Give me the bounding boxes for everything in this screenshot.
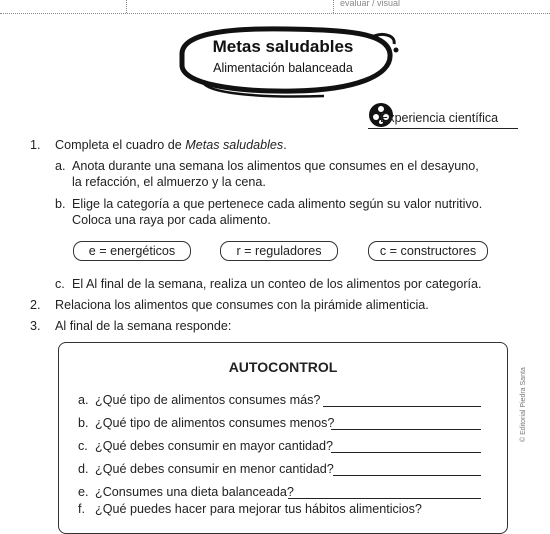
question-text: ¿Qué puedes hacer para mejorar tus hábitos alimenticios?: [95, 502, 422, 516]
page-title: Metas saludables: [212, 37, 354, 56]
question-text: ¿Qué tipo de alimentos consumes más?: [95, 393, 321, 407]
copyright-text: © Editorial Piedra Santa: [520, 367, 527, 442]
question-text: ¿Consumes una dieta balanceada?: [95, 485, 294, 499]
question-letter: e.: [78, 485, 89, 499]
answer-line[interactable]: [333, 475, 481, 476]
question-letter: b.: [78, 416, 89, 430]
question-letter: c.: [78, 439, 88, 453]
question-letter: f.: [78, 502, 85, 516]
top-divider-vertical: [126, 0, 127, 13]
top-divider: [0, 13, 550, 14]
subitem-a-line2: la refacción, el almuerzo y la cena.: [72, 175, 266, 189]
item-3-text: Al final de la semana responde:: [55, 319, 232, 333]
subitem-a-line1: Anota durante una semana los alimentos que consumes en el desayuno,: [72, 159, 479, 173]
question-text: ¿Qué tipo de alimentos consumes menos?: [95, 416, 335, 430]
badge-label: Experiencia científica: [380, 111, 499, 125]
category-tag-constructores: c = constructores: [368, 241, 488, 261]
item-1-post: .: [283, 138, 287, 152]
item-number: 3.: [30, 319, 41, 333]
badge-underline: [368, 128, 518, 129]
subitem-b-line2: Coloca una raya por cada alimento.: [72, 213, 271, 227]
subitem-letter: a.: [55, 159, 66, 173]
autocontrol-title: AUTOCONTROL: [228, 359, 338, 375]
question-text: ¿Qué debes consumir en mayor cantidad?: [95, 439, 334, 453]
answer-line[interactable]: [331, 429, 481, 430]
item-number: 2.: [30, 298, 41, 312]
subitem-b-line1: Elige la categoría a que pertenece cada alimento según su valor nutritivo.: [72, 197, 483, 211]
category-tag-reguladores: r = reguladores: [220, 241, 338, 261]
category-tag-energeticos: e = energéticos: [73, 241, 191, 261]
subitem-letter: b.: [55, 197, 66, 211]
answer-line[interactable]: [331, 452, 481, 453]
item-number: 1.: [30, 138, 41, 152]
item-1-emphasis: Metas saludables: [185, 138, 284, 152]
top-divider-vertical: [333, 0, 334, 13]
answer-line[interactable]: [323, 406, 481, 407]
question-letter: d.: [78, 462, 89, 476]
subitem-letter: c.: [55, 277, 65, 291]
page-subtitle: Alimentación balanceada: [213, 61, 353, 75]
header-text: evaluar / visual: [340, 0, 401, 8]
item-2-text: Relaciona los alimentos que consumes con la pirámide alimenticia.: [55, 298, 429, 312]
subitem-c-text: El Al final de la semana, realiza un conteo de los alimentos por categoría.: [72, 277, 482, 291]
question-letter: a.: [78, 393, 89, 407]
answer-line[interactable]: [288, 498, 481, 499]
item-1-pre: Completa el cuadro de: [55, 138, 186, 152]
question-text: ¿Qué debes consumir en menor cantidad?: [95, 462, 334, 476]
item-1-text: [55, 137, 287, 153]
